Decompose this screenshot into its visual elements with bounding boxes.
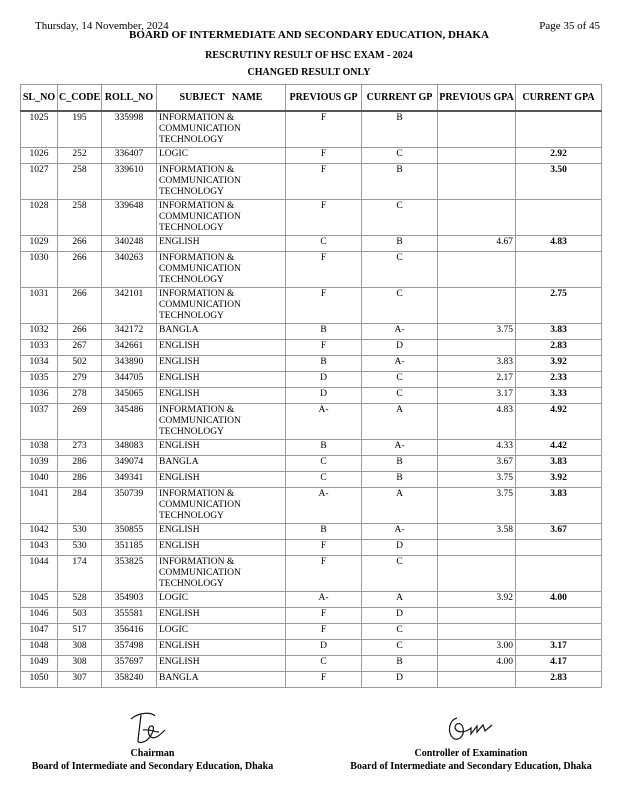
cell-current-gp: C xyxy=(362,199,438,235)
cell-current-gpa: 2.83 xyxy=(516,339,602,355)
cell-sl-no: 1045 xyxy=(21,591,58,607)
table-row xyxy=(21,591,602,607)
table-row xyxy=(21,251,602,287)
cell-current-gpa: 3.67 xyxy=(516,523,602,539)
cell-previous-gp: C xyxy=(286,655,362,671)
cell-sl-no: 1033 xyxy=(21,339,58,355)
cell-previous-gpa: 3.83 xyxy=(438,355,516,371)
col-header-previous-gpa: PREVIOUS GPA xyxy=(438,85,516,111)
table-row xyxy=(21,235,602,251)
table-row xyxy=(21,199,602,235)
cell-subject-name: ENGLISH xyxy=(157,471,286,487)
cell-c-code: 266 xyxy=(58,235,102,251)
cell-previous-gp: B xyxy=(286,323,362,339)
cell-subject-name: ENGLISH xyxy=(157,371,286,387)
cell-current-gpa: 4.17 xyxy=(516,655,602,671)
cell-previous-gpa: 3.00 xyxy=(438,639,516,655)
cell-sl-no: 1032 xyxy=(21,323,58,339)
cell-c-code: 269 xyxy=(58,403,102,439)
cell-subject-name: ENGLISH xyxy=(157,439,286,455)
cell-current-gpa xyxy=(516,607,602,623)
cell-current-gp: A- xyxy=(362,439,438,455)
cell-subject-name: ENGLISH xyxy=(157,339,286,355)
cell-current-gp: B xyxy=(362,455,438,471)
cell-c-code: 284 xyxy=(58,487,102,523)
cell-roll-no: 350739 xyxy=(102,487,157,523)
cell-roll-no: 358240 xyxy=(102,671,157,687)
cell-roll-no: 357498 xyxy=(102,639,157,655)
cell-sl-no: 1036 xyxy=(21,387,58,403)
cell-sl-no: 1043 xyxy=(21,539,58,555)
cell-current-gp: D xyxy=(362,671,438,687)
table-row xyxy=(21,355,602,371)
table-row xyxy=(21,323,602,339)
cell-sl-no: 1028 xyxy=(21,199,58,235)
cell-current-gpa xyxy=(516,555,602,591)
cell-subject-name: ENGLISH xyxy=(157,355,286,371)
cell-sl-no: 1047 xyxy=(21,623,58,639)
cell-c-code: 252 xyxy=(58,147,102,163)
cell-previous-gp: F xyxy=(286,339,362,355)
cell-current-gp: D xyxy=(362,339,438,355)
table-row xyxy=(21,163,602,199)
cell-c-code: 530 xyxy=(58,523,102,539)
table-row xyxy=(21,655,602,671)
cell-roll-no: 345486 xyxy=(102,403,157,439)
results-table xyxy=(20,84,602,688)
cell-roll-no: 357697 xyxy=(102,655,157,671)
cell-roll-no: 344705 xyxy=(102,371,157,387)
cell-roll-no: 354903 xyxy=(102,591,157,607)
board-title: BOARD OF INTERMEDIATE AND SECONDARY EDUCATION, DHAKA xyxy=(129,29,489,41)
cell-roll-no: 353825 xyxy=(102,555,157,591)
col-header-c-code: C_CODE xyxy=(58,85,102,111)
cell-roll-no: 340248 xyxy=(102,235,157,251)
chairman-title: Chairman xyxy=(130,748,175,759)
cell-previous-gpa xyxy=(438,111,516,148)
cell-roll-no: 339610 xyxy=(102,163,157,199)
cell-subject-name: ENGLISH xyxy=(157,639,286,655)
cell-previous-gp: F xyxy=(286,539,362,555)
cell-current-gp: C xyxy=(362,371,438,387)
cell-current-gp: A xyxy=(362,487,438,523)
cell-previous-gp: F xyxy=(286,555,362,591)
cell-roll-no: 339648 xyxy=(102,199,157,235)
cell-current-gp: C xyxy=(362,639,438,655)
cell-c-code: 530 xyxy=(58,539,102,555)
col-header-subject-name: SUBJECT NAME xyxy=(157,85,286,111)
col-header-previous-gp: PREVIOUS GP xyxy=(286,85,362,111)
cell-previous-gp: F xyxy=(286,163,362,199)
cell-c-code: 528 xyxy=(58,591,102,607)
table-row xyxy=(21,487,602,523)
cell-c-code: 266 xyxy=(58,251,102,287)
cell-current-gp: A xyxy=(362,403,438,439)
cell-current-gpa: 2.75 xyxy=(516,287,602,323)
cell-previous-gpa xyxy=(438,539,516,555)
cell-current-gp: B xyxy=(362,111,438,148)
cell-previous-gp: F xyxy=(286,111,362,148)
controller-organization: Board of Intermediate and Secondary Education, Dhaka xyxy=(350,761,592,772)
cell-subject-name: ENGLISH xyxy=(157,235,286,251)
controller-title: Controller of Examination xyxy=(414,748,528,759)
cell-previous-gp: B xyxy=(286,439,362,455)
cell-previous-gp: D xyxy=(286,387,362,403)
table-row xyxy=(21,439,602,455)
table-row xyxy=(21,387,602,403)
cell-sl-no: 1039 xyxy=(21,455,58,471)
cell-subject-name: INFORMATION & COMMUNICATION TECHNOLOGY xyxy=(157,111,286,148)
cell-c-code: 266 xyxy=(58,323,102,339)
cell-previous-gpa: 2.17 xyxy=(438,371,516,387)
cell-current-gp: A xyxy=(362,591,438,607)
cell-previous-gp: F xyxy=(286,287,362,323)
cell-sl-no: 1038 xyxy=(21,439,58,455)
cell-sl-no: 1042 xyxy=(21,523,58,539)
cell-current-gpa: 2.92 xyxy=(516,147,602,163)
cell-subject-name: INFORMATION & COMMUNICATION TECHNOLOGY xyxy=(157,163,286,199)
cell-previous-gpa: 3.67 xyxy=(438,455,516,471)
cell-current-gpa xyxy=(516,111,602,148)
cell-previous-gp: F xyxy=(286,671,362,687)
cell-roll-no: 340263 xyxy=(102,251,157,287)
cell-subject-name: BANGLA xyxy=(157,671,286,687)
cell-c-code: 286 xyxy=(58,471,102,487)
cell-previous-gp: B xyxy=(286,355,362,371)
cell-current-gpa: 3.83 xyxy=(516,323,602,339)
cell-subject-name: ENGLISH xyxy=(157,655,286,671)
cell-previous-gp: F xyxy=(286,607,362,623)
cell-previous-gpa: 3.58 xyxy=(438,523,516,539)
cell-current-gp: C xyxy=(362,623,438,639)
cell-current-gpa: 2.83 xyxy=(516,671,602,687)
cell-c-code: 267 xyxy=(58,339,102,355)
cell-previous-gp: B xyxy=(286,523,362,539)
cell-current-gp: C xyxy=(362,147,438,163)
cell-previous-gpa xyxy=(438,287,516,323)
col-header-roll-no: ROLL_NO xyxy=(102,85,157,111)
cell-current-gp: A- xyxy=(362,323,438,339)
col-header-current-gpa: CURRENT GPA xyxy=(516,85,602,111)
cell-current-gpa xyxy=(516,539,602,555)
cell-sl-no: 1041 xyxy=(21,487,58,523)
cell-current-gpa xyxy=(516,623,602,639)
table-row xyxy=(21,471,602,487)
cell-subject-name: ENGLISH xyxy=(157,523,286,539)
cell-previous-gp: A- xyxy=(286,487,362,523)
cell-previous-gpa xyxy=(438,199,516,235)
cell-current-gp: A- xyxy=(362,355,438,371)
cell-subject-name: LOGIC xyxy=(157,623,286,639)
cell-previous-gpa xyxy=(438,147,516,163)
cell-roll-no: 343890 xyxy=(102,355,157,371)
cell-previous-gpa: 3.75 xyxy=(438,323,516,339)
table-row xyxy=(21,147,602,163)
table-header-row xyxy=(21,85,602,111)
cell-previous-gp: F xyxy=(286,623,362,639)
cell-previous-gp: A- xyxy=(286,591,362,607)
cell-sl-no: 1025 xyxy=(21,111,58,148)
cell-c-code: 308 xyxy=(58,655,102,671)
cell-previous-gpa: 3.17 xyxy=(438,387,516,403)
table-row xyxy=(21,455,602,471)
cell-roll-no: 342661 xyxy=(102,339,157,355)
cell-roll-no: 348083 xyxy=(102,439,157,455)
cell-current-gpa: 3.92 xyxy=(516,355,602,371)
chairman-signature xyxy=(125,710,170,746)
cell-sl-no: 1026 xyxy=(21,147,58,163)
cell-current-gpa: 3.17 xyxy=(516,639,602,655)
cell-previous-gpa xyxy=(438,251,516,287)
cell-previous-gp: F xyxy=(286,199,362,235)
cell-sl-no: 1035 xyxy=(21,371,58,387)
cell-previous-gpa: 4.67 xyxy=(438,235,516,251)
cell-c-code: 279 xyxy=(58,371,102,387)
cell-c-code: 503 xyxy=(58,607,102,623)
cell-subject-name: INFORMATION & COMMUNICATION TECHNOLOGY xyxy=(157,555,286,591)
cell-previous-gpa xyxy=(438,339,516,355)
cell-current-gpa: 4.83 xyxy=(516,235,602,251)
cell-roll-no: 335998 xyxy=(102,111,157,148)
cell-subject-name: ENGLISH xyxy=(157,539,286,555)
cell-subject-name: ENGLISH xyxy=(157,387,286,403)
cell-previous-gpa xyxy=(438,555,516,591)
cell-previous-gp: A- xyxy=(286,403,362,439)
cell-subject-name: INFORMATION & COMMUNICATION TECHNOLOGY xyxy=(157,287,286,323)
cell-roll-no: 349341 xyxy=(102,471,157,487)
table-row xyxy=(21,111,602,148)
cell-c-code: 517 xyxy=(58,623,102,639)
cell-c-code: 273 xyxy=(58,439,102,455)
cell-c-code: 174 xyxy=(58,555,102,591)
cell-previous-gp: C xyxy=(286,471,362,487)
cell-previous-gpa xyxy=(438,623,516,639)
cell-current-gpa: 4.92 xyxy=(516,403,602,439)
cell-sl-no: 1029 xyxy=(21,235,58,251)
cell-subject-name: ENGLISH xyxy=(157,607,286,623)
table-row xyxy=(21,287,602,323)
table-row xyxy=(21,639,602,655)
cell-roll-no: 355581 xyxy=(102,607,157,623)
cell-current-gpa: 3.33 xyxy=(516,387,602,403)
cell-previous-gpa: 3.75 xyxy=(438,471,516,487)
cell-previous-gp: D xyxy=(286,639,362,655)
cell-sl-no: 1031 xyxy=(21,287,58,323)
cell-previous-gp: F xyxy=(286,251,362,287)
table-row xyxy=(21,623,602,639)
cell-current-gpa: 4.42 xyxy=(516,439,602,455)
table-row xyxy=(21,539,602,555)
cell-subject-name: INFORMATION & COMMUNICATION TECHNOLOGY xyxy=(157,251,286,287)
cell-previous-gp: F xyxy=(286,147,362,163)
cell-current-gp: D xyxy=(362,539,438,555)
cell-c-code: 258 xyxy=(58,199,102,235)
cell-sl-no: 1040 xyxy=(21,471,58,487)
cell-previous-gpa: 4.00 xyxy=(438,655,516,671)
cell-c-code: 195 xyxy=(58,111,102,148)
cell-subject-name: INFORMATION & COMMUNICATION TECHNOLOGY xyxy=(157,403,286,439)
cell-subject-name: LOGIC xyxy=(157,591,286,607)
cell-sl-no: 1046 xyxy=(21,607,58,623)
cell-sl-no: 1030 xyxy=(21,251,58,287)
cell-current-gp: B xyxy=(362,163,438,199)
cell-current-gpa: 3.83 xyxy=(516,455,602,471)
cell-c-code: 286 xyxy=(58,455,102,471)
cell-c-code: 258 xyxy=(58,163,102,199)
cell-sl-no: 1049 xyxy=(21,655,58,671)
cell-roll-no: 351185 xyxy=(102,539,157,555)
cell-current-gpa: 2.33 xyxy=(516,371,602,387)
controller-signature xyxy=(445,712,495,746)
col-header-sl-no: SL_NO xyxy=(21,85,58,111)
cell-roll-no: 356416 xyxy=(102,623,157,639)
table-row xyxy=(21,339,602,355)
cell-current-gpa xyxy=(516,251,602,287)
cell-roll-no: 342101 xyxy=(102,287,157,323)
cell-current-gpa: 4.00 xyxy=(516,591,602,607)
cell-c-code: 266 xyxy=(58,287,102,323)
exam-title: RESCRUTINY RESULT OF HSC EXAM - 2024 xyxy=(205,50,413,61)
cell-subject-name: BANGLA xyxy=(157,323,286,339)
cell-current-gp: D xyxy=(362,607,438,623)
cell-c-code: 308 xyxy=(58,639,102,655)
cell-previous-gpa: 4.33 xyxy=(438,439,516,455)
cell-current-gp: C xyxy=(362,555,438,591)
table-row xyxy=(21,371,602,387)
page-number: Page 35 of 45 xyxy=(539,20,600,32)
table-row xyxy=(21,555,602,591)
cell-current-gp: B xyxy=(362,235,438,251)
cell-previous-gp: D xyxy=(286,371,362,387)
cell-current-gp: B xyxy=(362,655,438,671)
cell-c-code: 502 xyxy=(58,355,102,371)
result-subtitle: CHANGED RESULT ONLY xyxy=(247,67,371,78)
cell-subject-name: BANGLA xyxy=(157,455,286,471)
cell-subject-name: LOGIC xyxy=(157,147,286,163)
cell-roll-no: 345065 xyxy=(102,387,157,403)
cell-previous-gpa: 4.83 xyxy=(438,403,516,439)
cell-current-gp: A- xyxy=(362,523,438,539)
cell-previous-gpa: 3.92 xyxy=(438,591,516,607)
cell-roll-no: 350855 xyxy=(102,523,157,539)
cell-current-gpa: 3.50 xyxy=(516,163,602,199)
cell-current-gpa xyxy=(516,199,602,235)
cell-current-gp: C xyxy=(362,387,438,403)
table-row xyxy=(21,523,602,539)
cell-roll-no: 349074 xyxy=(102,455,157,471)
cell-previous-gpa xyxy=(438,671,516,687)
cell-sl-no: 1044 xyxy=(21,555,58,591)
cell-sl-no: 1034 xyxy=(21,355,58,371)
cell-current-gpa: 3.92 xyxy=(516,471,602,487)
table-row xyxy=(21,403,602,439)
cell-roll-no: 336407 xyxy=(102,147,157,163)
cell-sl-no: 1048 xyxy=(21,639,58,655)
cell-current-gp: C xyxy=(362,287,438,323)
table-row xyxy=(21,607,602,623)
cell-roll-no: 342172 xyxy=(102,323,157,339)
cell-previous-gpa xyxy=(438,163,516,199)
cell-previous-gp: C xyxy=(286,235,362,251)
cell-subject-name: INFORMATION & COMMUNICATION TECHNOLOGY xyxy=(157,199,286,235)
cell-current-gp: B xyxy=(362,471,438,487)
cell-c-code: 278 xyxy=(58,387,102,403)
cell-previous-gpa xyxy=(438,607,516,623)
cell-sl-no: 1037 xyxy=(21,403,58,439)
table-row xyxy=(21,671,602,687)
cell-subject-name: INFORMATION & COMMUNICATION TECHNOLOGY xyxy=(157,487,286,523)
cell-sl-no: 1027 xyxy=(21,163,58,199)
cell-current-gpa: 3.83 xyxy=(516,487,602,523)
print-date: Thursday, 14 November, 2024 xyxy=(35,20,169,32)
chairman-organization: Board of Intermediate and Secondary Education, Dhaka xyxy=(31,761,274,772)
cell-sl-no: 1050 xyxy=(21,671,58,687)
cell-current-gp: C xyxy=(362,251,438,287)
cell-previous-gpa: 3.75 xyxy=(438,487,516,523)
cell-previous-gp: C xyxy=(286,455,362,471)
col-header-current-gp: CURRENT GP xyxy=(362,85,438,111)
cell-c-code: 307 xyxy=(58,671,102,687)
